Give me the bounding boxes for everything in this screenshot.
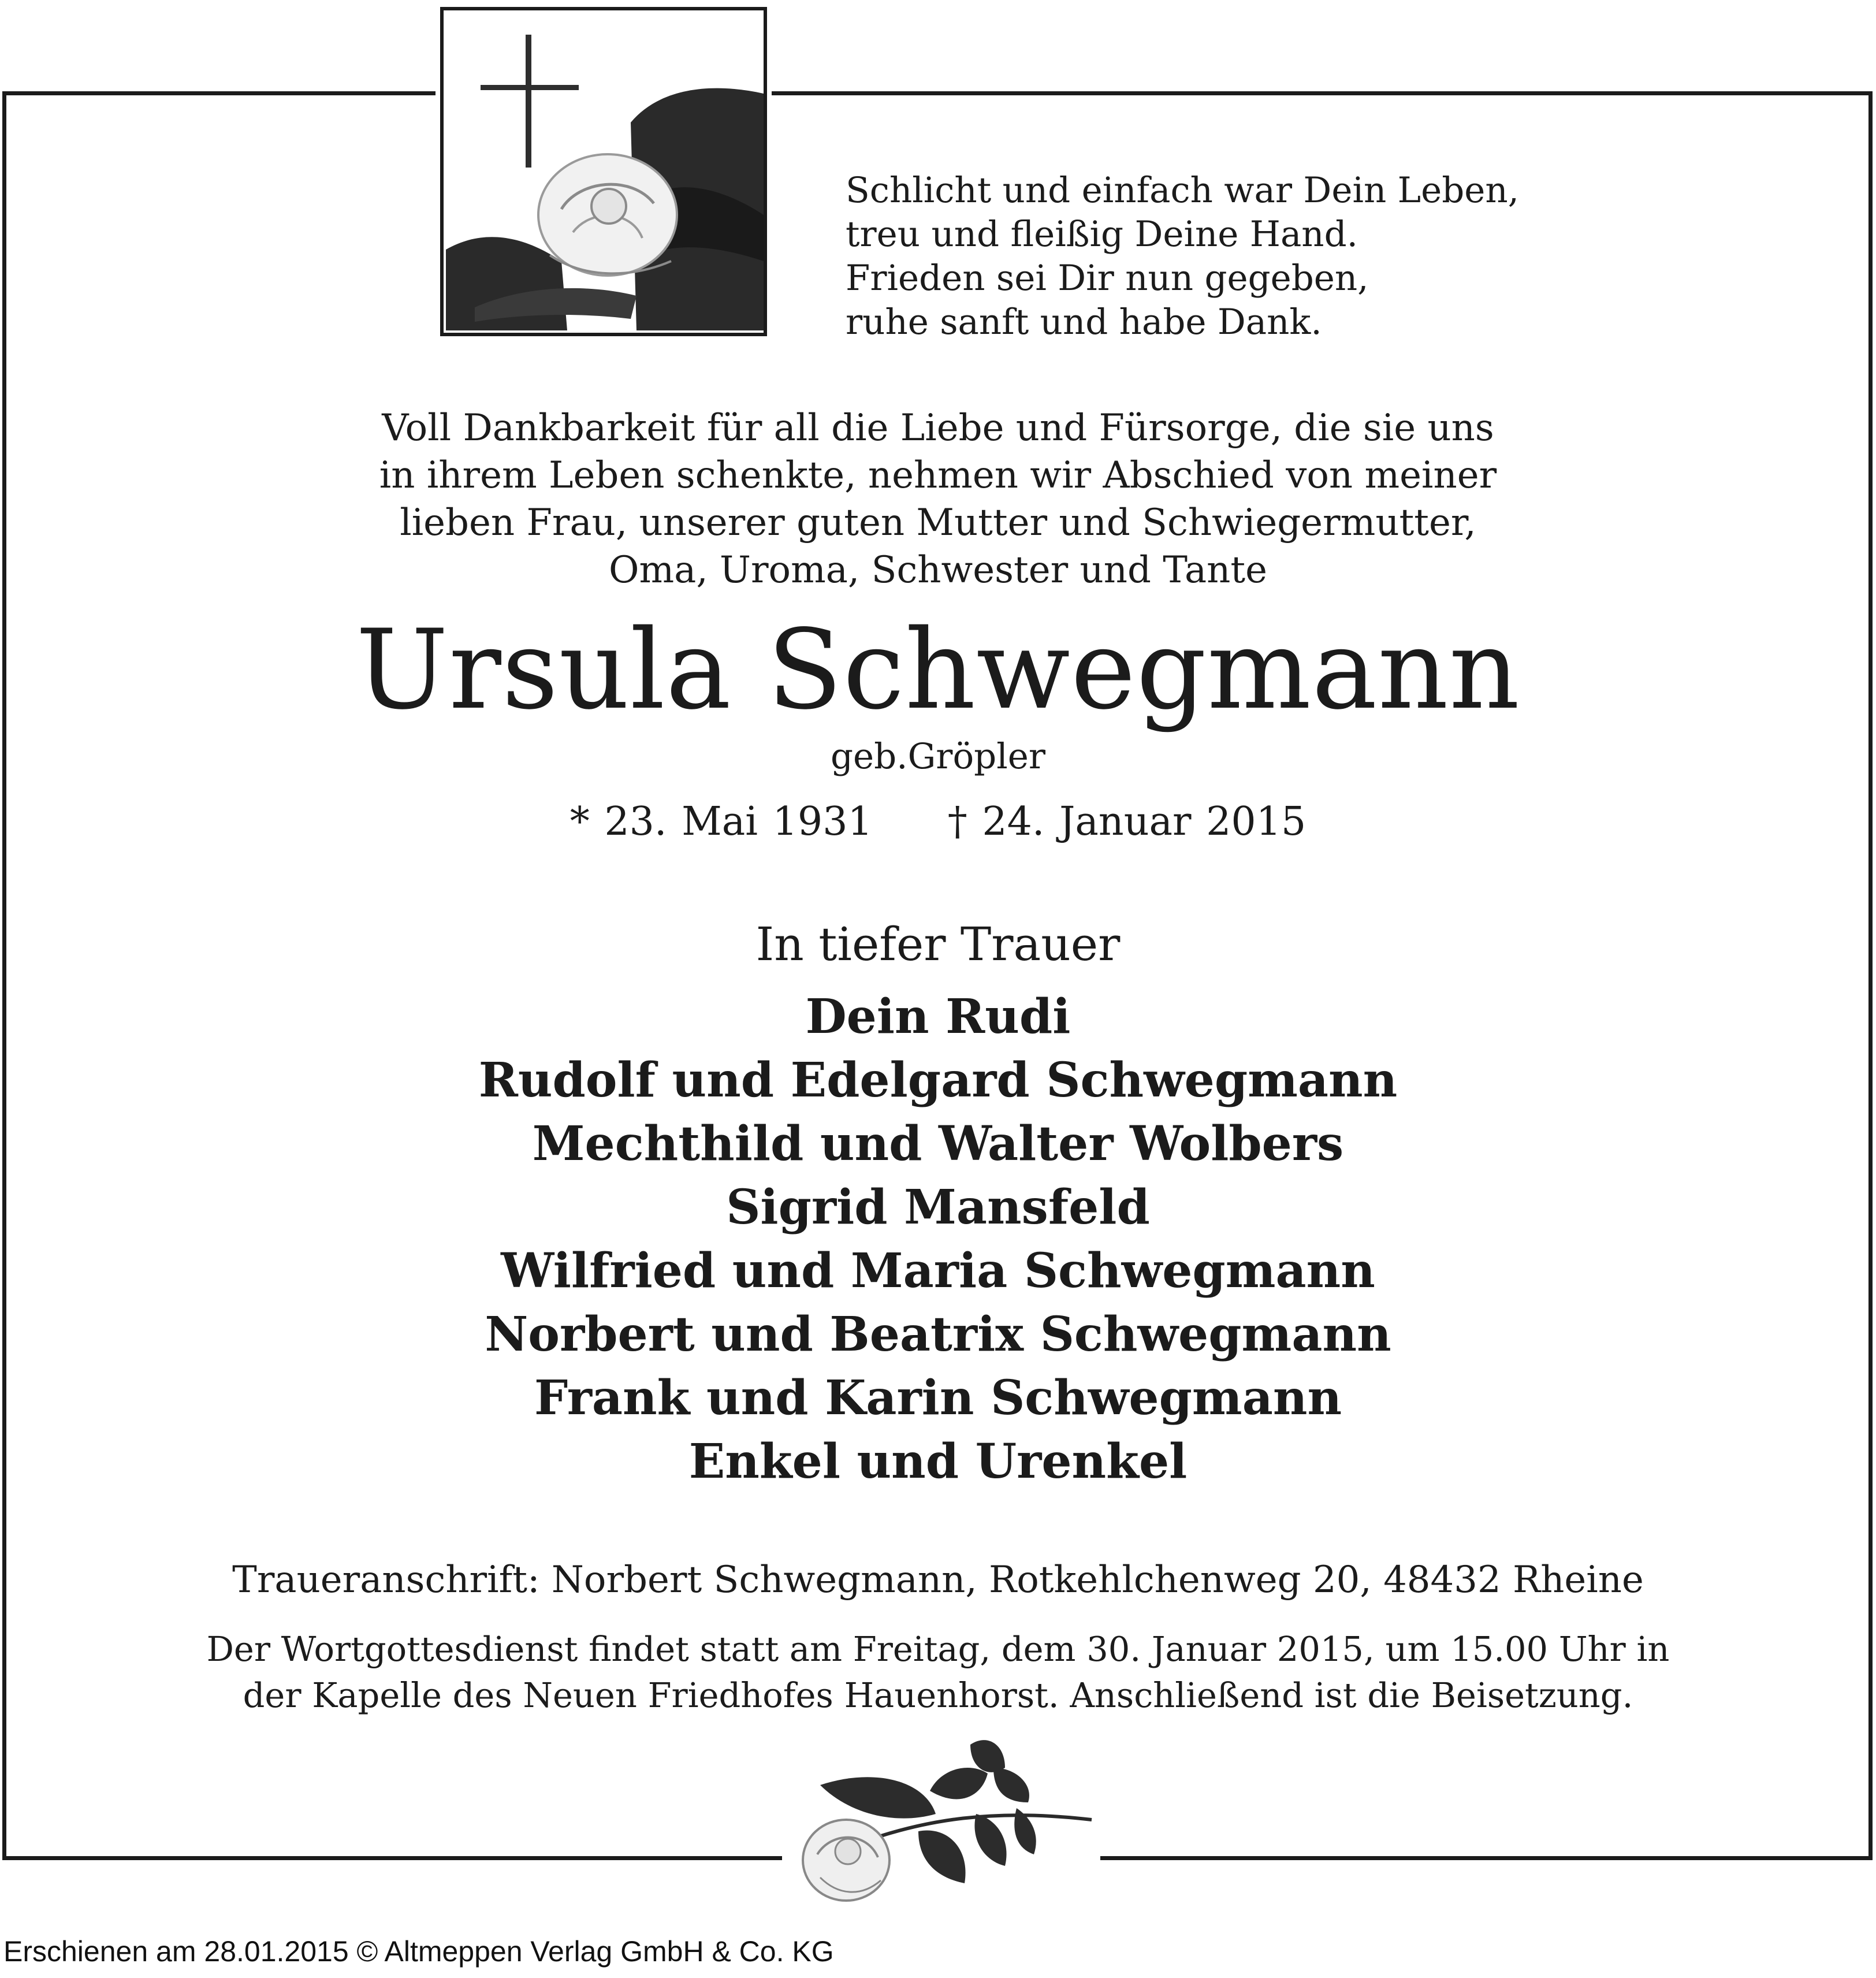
intro-text — [0, 404, 1876, 594]
rose-image — [786, 1733, 1097, 1906]
service-line: Der Wortgottesdienst findet statt am Freitag, dem 30. Januar 2015, um 15.00 Uhr in — [206, 1629, 1670, 1669]
poem-line: Schlicht und einfach war Dein Leben, — [846, 170, 1520, 211]
frame-top-right-line — [772, 91, 1873, 95]
death-date: † 24. Januar 2015 — [947, 799, 1306, 845]
birth-date: * 23. Mai 1931 — [570, 799, 873, 845]
life-dates — [0, 796, 1876, 848]
frame-top-left-line — [2, 91, 436, 95]
frame-bottom-left-line — [2, 1856, 782, 1860]
poem-line: treu und fleißig Deine Hand. — [846, 214, 1358, 255]
mourning-heading: In tiefer Trauer — [755, 917, 1121, 971]
mourner-entry: Sigrid Mansfeld — [726, 1180, 1150, 1235]
mourner-entry: Enkel und Urenkel — [688, 1434, 1188, 1489]
mourner-entry: Norbert und Beatrix Schwegmann — [485, 1307, 1391, 1362]
poem-line: Frieden sei Dir nun gegeben, — [846, 258, 1369, 299]
cross-with-rose-image — [440, 7, 767, 336]
mourning-address: Traueranschrift: Norbert Schwegmann, Rotkehlchenweg 20, 48432 Rheine — [232, 1559, 1644, 1601]
poem — [846, 169, 1519, 344]
publication-footer: Erschienen am 28.01.2015 © Altmeppen Verlag GmbH & Co. KG — [3, 1935, 834, 1968]
service-line: der Kapelle des Neuen Friedhofes Hauenhorst. Anschließend ist die Beisetzung. — [243, 1675, 1633, 1715]
rose-icon — [786, 1733, 1097, 1906]
mourner-entry: Mechthild und Walter Wolbers — [532, 1116, 1344, 1172]
mourner-entry: Wilfried und Maria Schwegmann — [501, 1243, 1375, 1299]
mourner-entry: Dein Rudi — [805, 989, 1071, 1044]
service-info — [0, 1626, 1876, 1719]
intro-line: Oma, Uroma, Schwester und Tante — [609, 549, 1267, 592]
intro-line: lieben Frau, unserer guten Mutter und Schwiegermutter, — [400, 501, 1476, 544]
cross-rose-icon — [440, 7, 767, 336]
intro-line: in ihrem Leben schenkte, nehmen wir Abschied von meiner — [379, 454, 1497, 497]
frame-bottom-right-line — [1100, 1856, 1873, 1860]
mourners-list — [0, 985, 1876, 1493]
poem-line: ruhe sanft und habe Dank. — [846, 302, 1322, 343]
maiden-name: geb.Gröpler — [830, 736, 1046, 777]
deceased-name: Ursula Schwegmann — [355, 606, 1521, 734]
mourner-entry: Rudolf und Edelgard Schwegmann — [478, 1053, 1398, 1108]
mourner-entry: Frank und Karin Schwegmann — [534, 1370, 1342, 1426]
intro-line: Voll Dankbarkeit für all die Liebe und Fürsorge, die sie uns — [382, 407, 1494, 449]
